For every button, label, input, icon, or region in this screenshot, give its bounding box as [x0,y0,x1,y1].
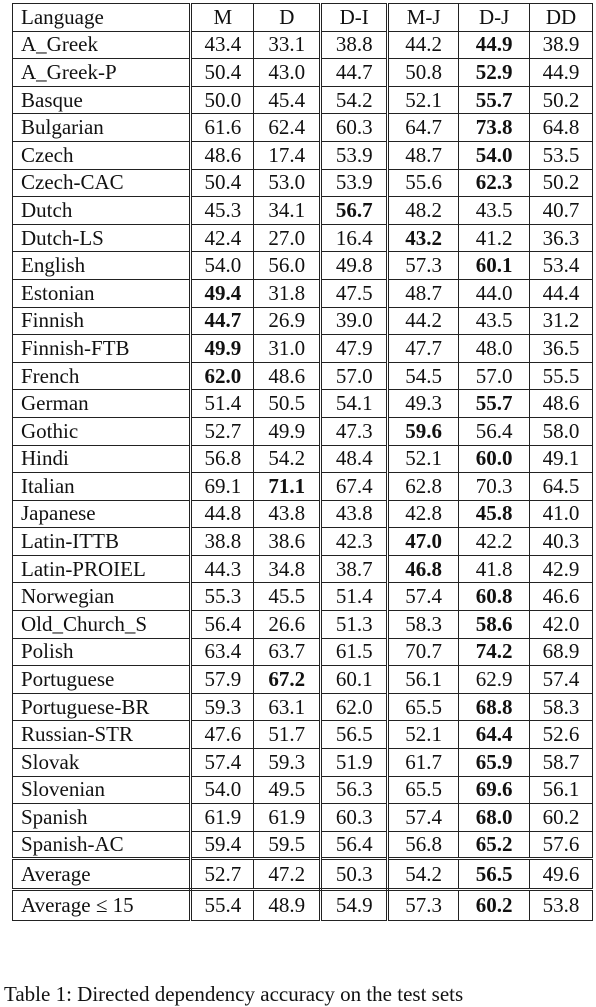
score-cell: 49.9 [191,335,254,363]
score-cell: 52.7 [191,859,254,890]
header-m: M [191,4,254,32]
score-cell: 52.6 [530,721,593,749]
score-cell: 64.5 [530,473,593,501]
score-cell: 58.3 [530,693,593,721]
score-cell: 47.7 [388,335,459,363]
language-cell: Japanese [13,500,191,528]
score-cell: 59.6 [388,417,459,445]
score-cell: 45.3 [191,197,254,225]
score-cell: 54.5 [388,362,459,390]
score-cell: 49.8 [321,252,388,280]
score-cell: 44.0 [459,279,530,307]
score-cell: 48.4 [321,445,388,473]
score-cell: 65.9 [459,749,530,777]
score-cell: 44.4 [530,279,593,307]
score-cell: 61.9 [254,804,321,832]
score-cell: 54.9 [321,890,388,921]
score-cell: 60.3 [321,804,388,832]
header-dd: DD [530,4,593,32]
score-cell: 57.9 [191,666,254,694]
language-cell: Italian [13,473,191,501]
score-cell: 63.1 [254,693,321,721]
score-cell: 56.7 [321,197,388,225]
table-row [13,721,593,749]
score-cell: 56.3 [321,776,388,804]
score-cell: 43.0 [254,59,321,87]
score-cell: 56.5 [459,859,530,890]
score-cell: 54.2 [388,859,459,890]
score-cell: 49.6 [530,859,593,890]
table-row [13,445,593,473]
language-cell: Basque [13,86,191,114]
score-cell: 31.8 [254,279,321,307]
score-cell: 69.6 [459,776,530,804]
language-cell: German [13,390,191,418]
table-row [13,307,593,335]
score-cell: 65.2 [459,831,530,859]
score-cell: 43.4 [191,31,254,59]
score-cell: 58.6 [459,611,530,639]
table-row [13,31,593,59]
score-cell: 59.3 [254,749,321,777]
score-cell: 44.8 [191,500,254,528]
score-cell: 48.9 [254,890,321,921]
score-cell: 46.6 [530,583,593,611]
score-cell: 64.7 [388,114,459,142]
table-caption: Table 1: Directed dependency accuracy on the test sets [4,982,464,1006]
score-cell: 55.7 [459,390,530,418]
header-d: D [254,4,321,32]
score-cell: 44.3 [191,555,254,583]
score-cell: 62.8 [388,473,459,501]
language-cell: Spanish [13,804,191,832]
score-cell: 47.3 [321,417,388,445]
score-cell: 57.4 [388,583,459,611]
score-cell: 60.8 [459,583,530,611]
score-cell: 50.5 [254,390,321,418]
score-cell: 54.0 [459,141,530,169]
score-cell: 70.7 [388,638,459,666]
header-language: Language [13,4,191,32]
score-cell: 43.2 [388,224,459,252]
score-cell: 17.4 [254,141,321,169]
score-cell: 60.1 [459,252,530,280]
table-row [13,638,593,666]
score-cell: 58.0 [530,417,593,445]
language-cell: A_Greek-P [13,59,191,87]
language-cell: Portuguese [13,666,191,694]
score-cell: 51.9 [321,749,388,777]
average-row [13,859,593,890]
score-cell: 49.5 [254,776,321,804]
score-cell: 54.0 [191,776,254,804]
language-cell: Dutch [13,197,191,225]
results-table-body [13,4,593,921]
language-cell: Latin-ITTB [13,528,191,556]
score-cell: 68.9 [530,638,593,666]
score-cell: 38.8 [321,31,388,59]
score-cell: 51.4 [191,390,254,418]
score-cell: 67.4 [321,473,388,501]
score-cell: 31.2 [530,307,593,335]
score-cell: 50.8 [388,59,459,87]
score-cell: 43.5 [459,197,530,225]
score-cell: 40.3 [530,528,593,556]
score-cell: 40.7 [530,197,593,225]
score-cell: 42.4 [191,224,254,252]
language-cell: Latin-PROIEL [13,555,191,583]
score-cell: 57.6 [530,831,593,859]
score-cell: 49.4 [191,279,254,307]
language-cell: Old_Church_S [13,611,191,639]
table-row [13,473,593,501]
score-cell: 47.5 [321,279,388,307]
language-cell: Average ≤ 15 [13,890,191,921]
language-cell: Hindi [13,445,191,473]
header-d-i: D-I [321,4,388,32]
score-cell: 56.5 [321,721,388,749]
score-cell: 56.1 [388,666,459,694]
language-cell: Norwegian [13,583,191,611]
score-cell: 58.7 [530,749,593,777]
table-row [13,831,593,859]
score-cell: 41.0 [530,500,593,528]
score-cell: 26.6 [254,611,321,639]
score-cell: 43.5 [459,307,530,335]
score-cell: 51.4 [321,583,388,611]
language-cell: Gothic [13,417,191,445]
score-cell: 26.9 [254,307,321,335]
score-cell: 67.2 [254,666,321,694]
language-cell: Estonian [13,279,191,307]
score-cell: 36.5 [530,335,593,363]
score-cell: 47.2 [254,859,321,890]
score-cell: 62.0 [191,362,254,390]
score-cell: 57.3 [388,890,459,921]
score-cell: 62.0 [321,693,388,721]
score-cell: 55.3 [191,583,254,611]
score-cell: 52.1 [388,445,459,473]
language-cell: Bulgarian [13,114,191,142]
score-cell: 50.4 [191,59,254,87]
table-row [13,197,593,225]
score-cell: 74.2 [459,638,530,666]
header-d-j: D-J [459,4,530,32]
score-cell: 50.4 [191,169,254,197]
score-cell: 34.8 [254,555,321,583]
score-cell: 46.8 [388,555,459,583]
language-cell: Slovak [13,749,191,777]
average-le-15-row [13,890,593,921]
language-cell: A_Greek [13,31,191,59]
score-cell: 56.1 [530,776,593,804]
score-cell: 59.4 [191,831,254,859]
score-cell: 16.4 [321,224,388,252]
score-cell: 53.0 [254,169,321,197]
language-cell: Slovenian [13,776,191,804]
table-row [13,335,593,363]
score-cell: 42.9 [530,555,593,583]
score-cell: 43.8 [321,500,388,528]
score-cell: 54.1 [321,390,388,418]
score-cell: 53.8 [530,890,593,921]
score-cell: 48.2 [388,197,459,225]
language-cell: Spanish-AC [13,831,191,859]
score-cell: 56.4 [321,831,388,859]
score-cell: 49.9 [254,417,321,445]
score-cell: 45.4 [254,86,321,114]
score-cell: 61.7 [388,749,459,777]
score-cell: 61.9 [191,804,254,832]
score-cell: 47.9 [321,335,388,363]
table-row [13,666,593,694]
score-cell: 52.7 [191,417,254,445]
score-cell: 34.1 [254,197,321,225]
score-cell: 63.7 [254,638,321,666]
score-cell: 71.1 [254,473,321,501]
score-cell: 31.0 [254,335,321,363]
score-cell: 60.3 [321,114,388,142]
score-cell: 42.3 [321,528,388,556]
language-cell: Russian-STR [13,721,191,749]
language-cell: Czech-CAC [13,169,191,197]
table-row [13,279,593,307]
score-cell: 52.9 [459,59,530,87]
table-row [13,528,593,556]
score-cell: 33.1 [254,31,321,59]
language-cell: Finnish-FTB [13,335,191,363]
table-row [13,583,593,611]
score-cell: 64.4 [459,721,530,749]
score-cell: 54.2 [254,445,321,473]
score-cell: 53.9 [321,169,388,197]
language-cell: Dutch-LS [13,224,191,252]
score-cell: 56.8 [191,445,254,473]
score-cell: 42.0 [530,611,593,639]
score-cell: 57.3 [388,252,459,280]
table-row [13,693,593,721]
score-cell: 43.8 [254,500,321,528]
score-cell: 56.8 [388,831,459,859]
language-cell: French [13,362,191,390]
language-cell: Polish [13,638,191,666]
score-cell: 49.1 [530,445,593,473]
score-cell: 50.0 [191,86,254,114]
score-cell: 61.5 [321,638,388,666]
score-cell: 53.5 [530,141,593,169]
score-cell: 42.8 [388,500,459,528]
table-row [13,390,593,418]
table-row [13,804,593,832]
table-row [13,252,593,280]
table-row [13,776,593,804]
language-cell: Portuguese-BR [13,693,191,721]
score-cell: 44.7 [321,59,388,87]
table-row [13,59,593,87]
score-cell: 60.2 [459,890,530,921]
score-cell: 60.2 [530,804,593,832]
score-cell: 56.4 [459,417,530,445]
score-cell: 54.2 [321,86,388,114]
score-cell: 50.3 [321,859,388,890]
score-cell: 47.0 [388,528,459,556]
results-table [12,3,593,921]
score-cell: 57.0 [459,362,530,390]
language-cell: English [13,252,191,280]
score-cell: 50.2 [530,169,593,197]
language-cell: Average [13,859,191,890]
score-cell: 41.2 [459,224,530,252]
score-cell: 36.3 [530,224,593,252]
table-row [13,114,593,142]
table-row [13,86,593,114]
score-cell: 41.8 [459,555,530,583]
score-cell: 61.6 [191,114,254,142]
score-cell: 52.1 [388,86,459,114]
score-cell: 44.9 [530,59,593,87]
score-cell: 68.0 [459,804,530,832]
score-cell: 48.7 [388,279,459,307]
score-cell: 56.4 [191,611,254,639]
table-row [13,362,593,390]
score-cell: 47.6 [191,721,254,749]
header-row [13,4,593,32]
score-cell: 45.5 [254,583,321,611]
score-cell: 65.5 [388,693,459,721]
score-cell: 51.7 [254,721,321,749]
score-cell: 55.7 [459,86,530,114]
score-cell: 70.3 [459,473,530,501]
score-cell: 55.5 [530,362,593,390]
score-cell: 52.1 [388,721,459,749]
score-cell: 65.5 [388,776,459,804]
score-cell: 44.2 [388,31,459,59]
score-cell: 60.1 [321,666,388,694]
score-cell: 62.3 [459,169,530,197]
score-cell: 73.8 [459,114,530,142]
table-row [13,141,593,169]
score-cell: 51.3 [321,611,388,639]
score-cell: 58.3 [388,611,459,639]
score-cell: 45.8 [459,500,530,528]
score-cell: 38.8 [191,528,254,556]
score-cell: 49.3 [388,390,459,418]
score-cell: 57.0 [321,362,388,390]
score-cell: 50.2 [530,86,593,114]
language-cell: Czech [13,141,191,169]
score-cell: 54.0 [191,252,254,280]
score-cell: 64.8 [530,114,593,142]
score-cell: 48.0 [459,335,530,363]
score-cell: 68.8 [459,693,530,721]
score-cell: 69.1 [191,473,254,501]
score-cell: 53.9 [321,141,388,169]
table-row [13,611,593,639]
score-cell: 42.2 [459,528,530,556]
score-cell: 57.4 [530,666,593,694]
score-cell: 48.6 [191,141,254,169]
score-cell: 44.7 [191,307,254,335]
table-row [13,417,593,445]
score-cell: 62.4 [254,114,321,142]
score-cell: 57.4 [388,804,459,832]
score-cell: 38.7 [321,555,388,583]
score-cell: 55.4 [191,890,254,921]
table-row [13,500,593,528]
score-cell: 44.9 [459,31,530,59]
header-m-j: M-J [388,4,459,32]
score-cell: 39.0 [321,307,388,335]
score-cell: 53.4 [530,252,593,280]
score-cell: 55.6 [388,169,459,197]
table-row [13,749,593,777]
score-cell: 48.6 [254,362,321,390]
score-cell: 38.6 [254,528,321,556]
table-row [13,555,593,583]
language-cell: Finnish [13,307,191,335]
score-cell: 57.4 [191,749,254,777]
score-cell: 59.3 [191,693,254,721]
table-row [13,224,593,252]
score-cell: 48.7 [388,141,459,169]
score-cell: 44.2 [388,307,459,335]
score-cell: 38.9 [530,31,593,59]
score-cell: 27.0 [254,224,321,252]
score-cell: 56.0 [254,252,321,280]
score-cell: 59.5 [254,831,321,859]
score-cell: 63.4 [191,638,254,666]
score-cell: 48.6 [530,390,593,418]
table-row [13,169,593,197]
score-cell: 62.9 [459,666,530,694]
score-cell: 60.0 [459,445,530,473]
